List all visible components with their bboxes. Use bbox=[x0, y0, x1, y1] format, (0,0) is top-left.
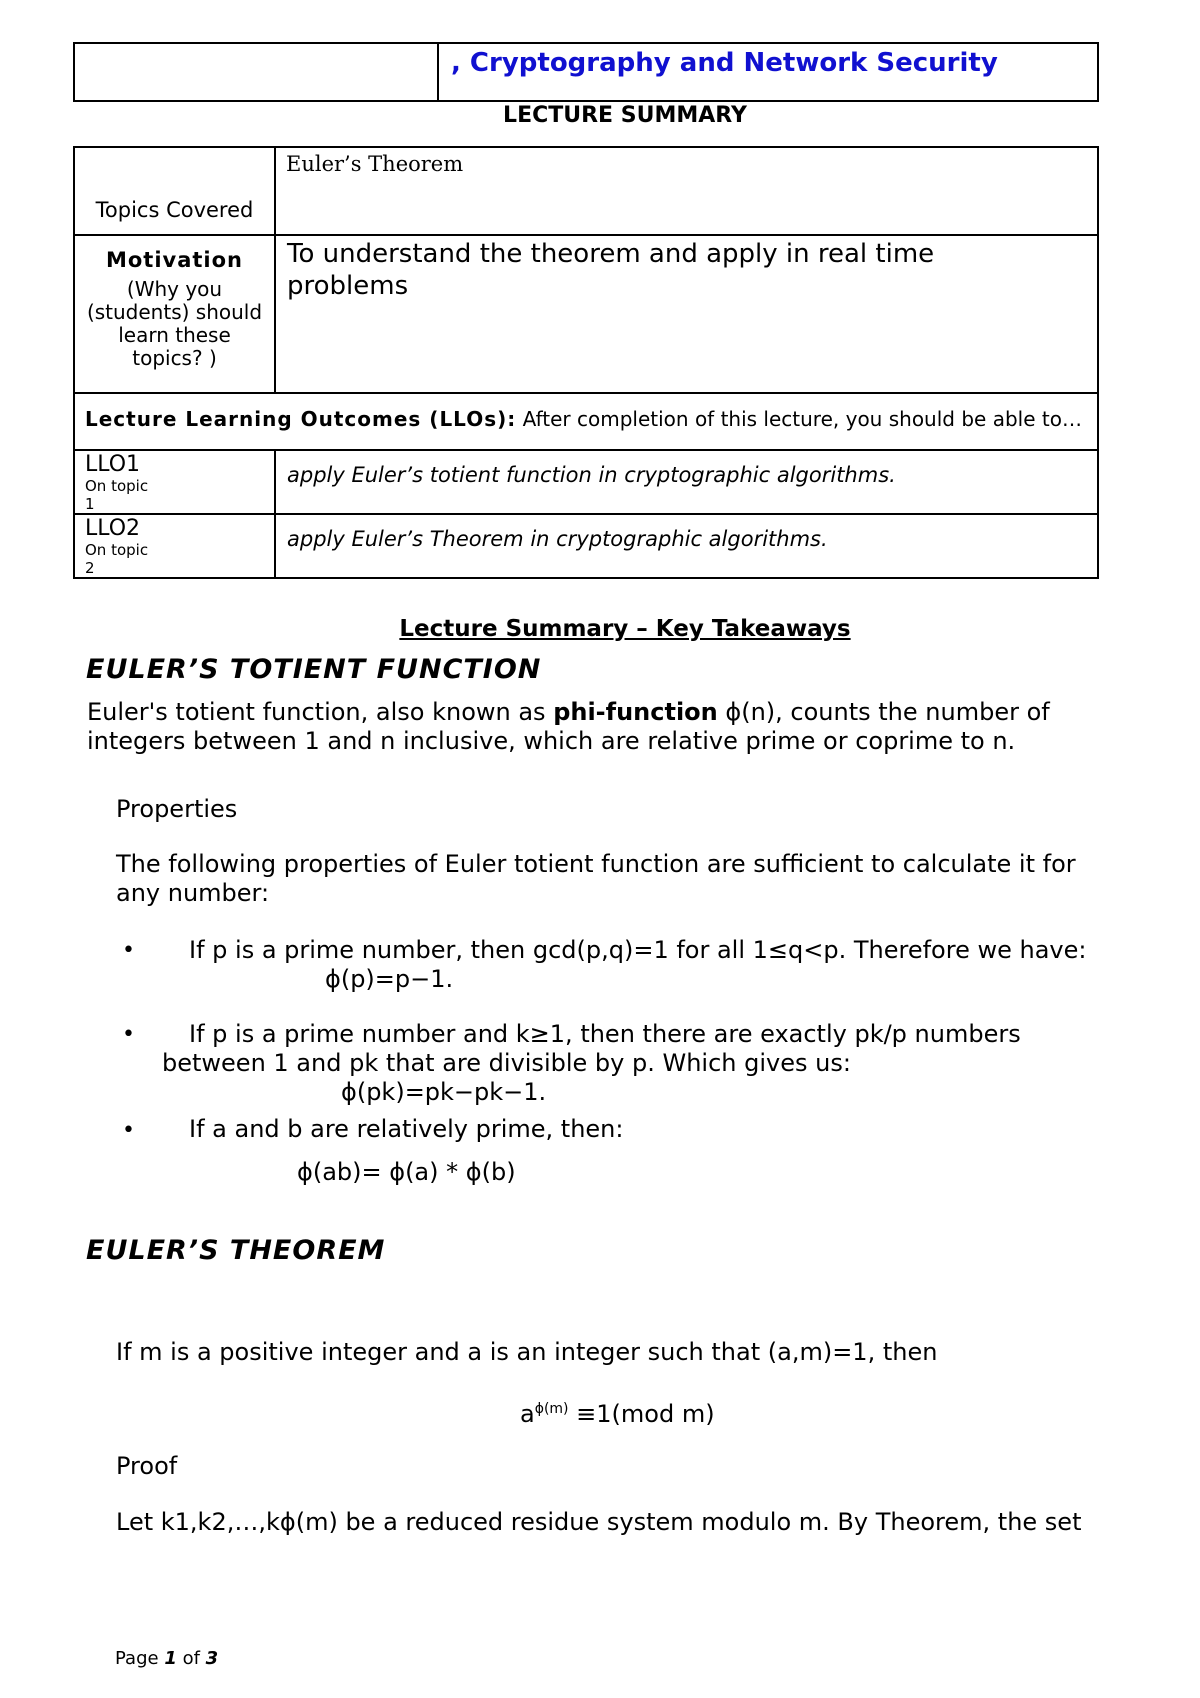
llo-text: apply Euler’s totient function in cryptographic algorithms. bbox=[287, 463, 896, 487]
formula-sup: ϕ(m) bbox=[534, 1401, 569, 1417]
totient-heading: EULER’S TOTIENT FUNCTION bbox=[86, 654, 542, 685]
proof-label: Proof bbox=[116, 1452, 178, 1480]
bullet2-formula: ϕ(pk)=pk−pk−1. bbox=[341, 1078, 547, 1106]
bullet2-line2: between 1 and pk that are divisible by p. Which gives us: bbox=[162, 1049, 851, 1077]
llo-row bbox=[74, 450, 1098, 514]
page-number: 1 bbox=[164, 1648, 177, 1669]
totient-intro-bold: phi-function bbox=[553, 698, 718, 726]
motivation-text-cell bbox=[275, 235, 1098, 393]
bullet3-text: If a and b are relatively prime, then: bbox=[189, 1115, 624, 1143]
llo-id-cell bbox=[74, 514, 275, 578]
header-right-cell bbox=[438, 43, 1098, 101]
formula-base: a bbox=[520, 1400, 535, 1428]
llo-text: apply Euler’s Theorem in cryptographic algorithms. bbox=[287, 527, 828, 551]
formula-rest: ≡1(mod m) bbox=[568, 1400, 715, 1428]
llo-topic: On topic 2 bbox=[85, 541, 149, 577]
header-left-cell bbox=[74, 43, 438, 101]
theorem-heading: EULER’S THEOREM bbox=[86, 1235, 386, 1266]
motivation-text: To understand the theorem and apply in real time problems bbox=[287, 239, 935, 301]
bullet2-line1: If p is a prime number and k≥1, then there are exactly pk/p numbers bbox=[189, 1020, 1021, 1048]
bullet-dot: • bbox=[122, 1022, 135, 1047]
proof-text: Let k1,k2,…,kϕ(m) be a reduced residue system modulo m. By Theorem, the set bbox=[116, 1508, 1082, 1536]
page-footer bbox=[115, 1648, 218, 1669]
llo-heading-cell bbox=[74, 393, 1098, 450]
totient-intro bbox=[87, 698, 1107, 756]
llo-id: LLO2 bbox=[85, 516, 141, 541]
llo-id-cell bbox=[74, 450, 275, 514]
topics-value: Euler’s Theorem bbox=[286, 152, 464, 176]
topics-value-cell bbox=[275, 147, 1098, 235]
page-word: Page bbox=[115, 1648, 159, 1669]
bullet-dot: • bbox=[122, 1118, 135, 1143]
llo-heading-bold: Lecture Learning Outcomes (LLOs): bbox=[85, 407, 517, 431]
properties-intro: The following properties of Euler totient function are sufficient to calculate it for any number: bbox=[116, 850, 1076, 907]
llo-heading-rest: After completion of this lecture, you should be able to… bbox=[516, 407, 1082, 431]
of-word: of bbox=[182, 1648, 200, 1669]
llo-text-cell bbox=[275, 514, 1098, 578]
properties-label: Properties bbox=[116, 795, 238, 823]
lecture-summary-title: LECTURE SUMMARY bbox=[503, 103, 747, 128]
totient-intro-before: Euler's totient function, also known as bbox=[87, 698, 554, 726]
llo-id: LLO1 bbox=[85, 452, 141, 477]
motivation-subtitle: (Why you (students) should learn these topics? ) bbox=[86, 277, 263, 370]
key-takeaways-title: Lecture Summary – Key Takeaways bbox=[399, 616, 851, 642]
llo-topic: On topic 1 bbox=[85, 477, 149, 513]
motivation-label-cell bbox=[74, 235, 275, 393]
bullet-dot: • bbox=[122, 938, 135, 963]
course-title: , Cryptography and Network Security bbox=[451, 48, 998, 78]
bullet3-formula: ϕ(ab)= ϕ(a) * ϕ(b) bbox=[297, 1158, 516, 1186]
topics-label-cell bbox=[74, 147, 275, 235]
theorem-statement: If m is a positive integer and a is an integer such that (a,m)=1, then bbox=[116, 1338, 938, 1366]
header-table bbox=[73, 42, 1099, 102]
bullet1-text: If p is a prime number, then gcd(p,q)=1 for all 1≤q<p. Therefore we have: bbox=[189, 936, 1087, 964]
motivation-title: Motivation bbox=[105, 248, 244, 272]
topics-label: Topics Covered bbox=[95, 198, 254, 222]
bullet1-formula: ϕ(p)=p−1. bbox=[325, 965, 454, 993]
llo-text-cell bbox=[275, 450, 1098, 514]
totient-intro-after: ϕ(n), counts the number of integers between 1 and n inclusive, which are relative prime or coprime to n. bbox=[87, 698, 1050, 755]
page-total: 3 bbox=[205, 1648, 219, 1669]
llo-row bbox=[74, 514, 1098, 578]
lecture-info-table bbox=[73, 146, 1099, 579]
theorem-formula bbox=[520, 1395, 715, 1429]
